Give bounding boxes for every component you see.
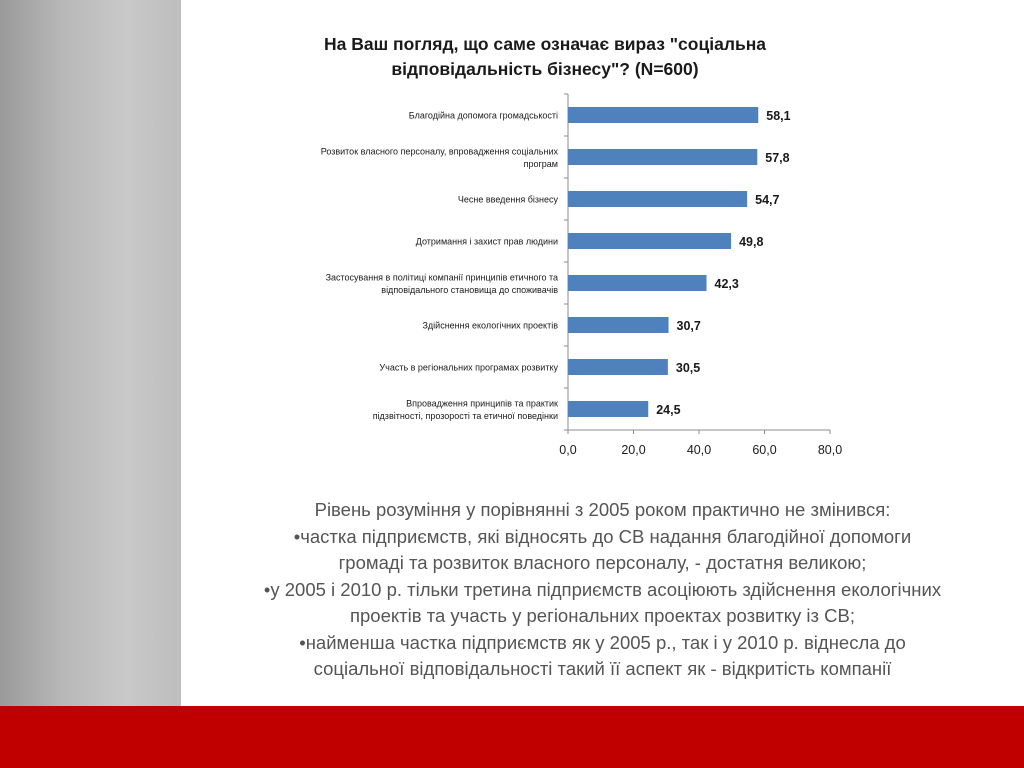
category-label: підзвітності, прозорості та етичної поведінки [372,410,558,421]
category-label: Впровадження принципів та практик [406,398,558,409]
category-label: Дотримання і захист прав людини [415,236,558,247]
data-label: 30,7 [676,319,701,333]
summary-line: •частка підприємств, які відносять до СВ надання благодійної допомоги [293,525,912,547]
category-label: Участь в регіональних програмах розвитку [379,362,558,373]
bar-chart [260,88,860,478]
category-label: Здійснення екологічних проектів [422,320,558,331]
left-decorative-band [0,0,181,706]
category-label: програм [523,158,558,169]
category-label: відповідального становища до споживачів [381,284,558,295]
bar [568,275,707,291]
data-label: 30,5 [675,361,701,375]
summary-line: проектів та участь у регіональних проектах розвитку із СВ; [350,605,855,626]
tick-label: 0,0 [559,443,577,457]
data-label: 58,1 [766,109,791,123]
data-label: 24,5 [656,403,681,417]
tick-label: 40,0 [686,443,712,457]
data-label: 54,7 [755,193,780,207]
category-label: Чесне введення бізнесу [457,194,558,205]
tick-label: 20,0 [621,443,646,457]
summary-line: Рівень розуміння у порівнянні з 2005 роком практично не змінився: [314,499,891,520]
data-label: 49,8 [739,235,764,249]
category-label: Застосування в політиці компанії принципів етичного та [325,272,558,283]
bar [568,359,668,375]
category-label: Благодійна допомога громадськості [408,110,558,121]
category-label: Розвиток власного персоналу, впровадження соціальних [320,146,558,157]
bottom-accent-band [0,706,1024,768]
data-label: 57,8 [765,151,790,165]
chart-title-line-1: На Ваш погляд, що саме означає вираз "соціальна [323,34,767,54]
tick-label: 60,0 [752,443,777,457]
data-label: 42,3 [714,277,739,291]
chart-title [300,32,790,82]
bar [568,401,648,417]
bar [568,233,731,249]
summary-line: громаді та розвиток власного персоналу, - достатня великою; [338,552,867,573]
summary-line: •у 2005 і 2010 р. тільки третина підприємств асоціюють здійснення екологічних [263,578,942,600]
bar [568,149,757,165]
chart-title-line-2: відповідальність бізнесу"? (N=600) [391,59,699,79]
summary-line: соціальної відповідальності такий її аспект як - відкритість компанії [313,658,892,679]
summary-line: •найменша частка підприємств як у 2005 р., так і у 2010 р. віднесла до [299,631,906,653]
summary-text [181,497,1024,683]
bar [568,107,758,123]
tick-label: 80,0 [817,443,843,457]
bar [568,317,669,333]
bar [568,191,747,207]
